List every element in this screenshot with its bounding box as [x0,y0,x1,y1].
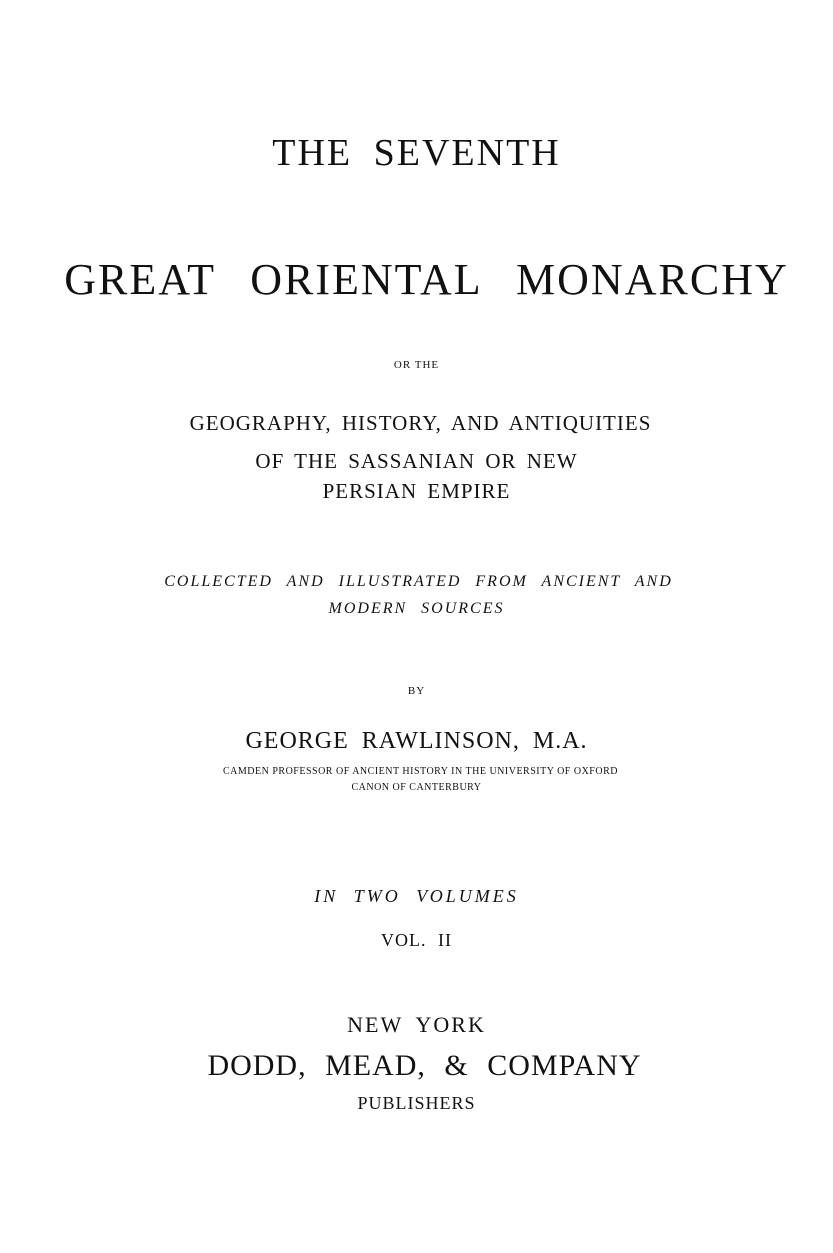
publishers-label: PUBLISHERS [357,1093,476,1113]
volumes-text: IN TWO VOLUMES [314,886,519,906]
publisher-name: DODD, MEAD, & COMPANY [207,1049,642,1082]
connector-text: OR THE [393,359,440,371]
publication-city: NEW YORK [347,1012,486,1037]
subtitle-line-3: PERSIAN EMPIRE [322,479,511,503]
source-line-1: COLLECTED AND ILLUSTRATED FROM ANCIENT AND [164,573,673,590]
author-title-canon: CANON OF CANTERBURY [351,782,482,793]
author-name: GEORGE RAWLINSON, M.A. [245,728,588,754]
by-label: BY [407,685,426,697]
source-line-2: MODERN SOURCES [328,600,505,617]
title-line-1: THE SEVENTH [272,132,561,174]
subtitle-line-1: GEOGRAPHY, HISTORY, AND ANTIQUITIES [189,411,652,435]
volume-number: VOL. II [381,930,452,950]
title-line-2: GREAT ORIENTAL MONARCHY [64,255,789,304]
subtitle-line-2: OF THE SASSANIAN OR NEW [255,449,578,473]
author-title-professor: CAMDEN PROFESSOR OF ANCIENT HISTORY IN THE UNIVERSITY OF OXFORD [223,766,618,777]
